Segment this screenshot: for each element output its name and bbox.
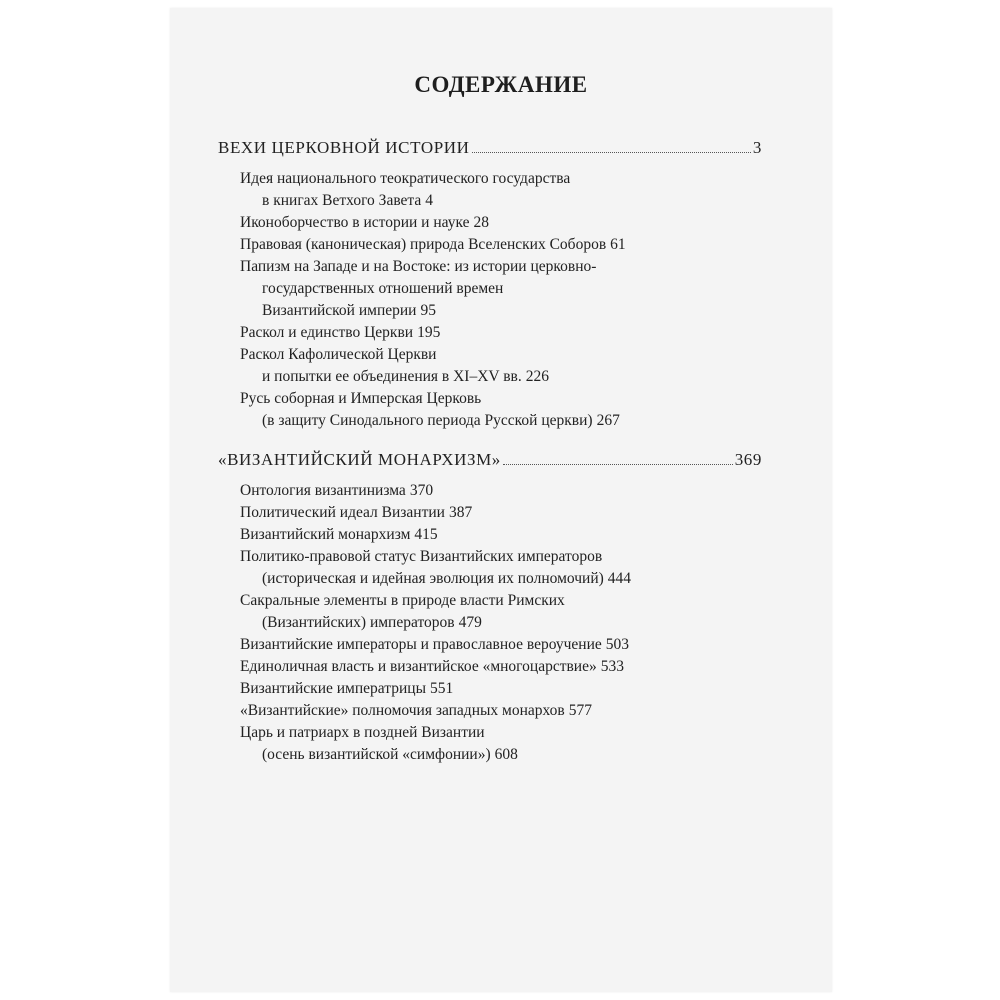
page-number: 369 xyxy=(734,450,762,469)
toc-entry-last-line xyxy=(240,744,762,766)
page-number: 226 xyxy=(525,368,549,385)
page-number: 61 xyxy=(610,236,626,253)
toc-entry-last-line xyxy=(240,322,762,344)
toc-entry-last-line xyxy=(240,300,762,322)
page-title: СОДЕРЖАНИЕ xyxy=(414,72,588,97)
page-number: 267 xyxy=(596,412,620,429)
toc-entry[interactable] xyxy=(240,722,762,766)
toc-entry-text: Иконоборчество в истории и науке xyxy=(240,214,470,231)
toc-entry-text: (в защиту Синодального периода Русской церкви) xyxy=(262,412,593,429)
toc-entry-last-line xyxy=(240,656,762,678)
toc-entry-text: «Византийские» полномочия западных монархов xyxy=(240,702,565,719)
toc-entry[interactable] xyxy=(240,546,762,590)
toc-entry-text: (историческая и идейная эволюция их полномочий) xyxy=(262,570,604,587)
page-number: 370 xyxy=(409,482,434,499)
toc-entry-text: Онтология византинизма xyxy=(240,482,406,499)
toc-entry-text: (Византийских) императоров xyxy=(262,614,455,631)
book-page xyxy=(170,8,832,992)
page-number: 551 xyxy=(429,680,454,697)
toc-entry-last-line xyxy=(240,634,762,656)
toc-entry[interactable] xyxy=(240,634,762,656)
toc-entry[interactable] xyxy=(240,212,762,234)
table-of-contents xyxy=(218,132,762,766)
toc-entry-text: Византийские императрицы xyxy=(240,680,426,697)
toc-entry-text: Политико-правовой статус Византийских императоров xyxy=(240,548,603,565)
toc-entry-text: Сакральные элементы в природе власти Римских xyxy=(240,592,565,609)
toc-entry[interactable] xyxy=(240,590,762,634)
page-number: 533 xyxy=(600,658,624,675)
section-heading-row[interactable] xyxy=(218,444,762,470)
toc-entry-text: Раскол Кафолической Церкви xyxy=(240,346,437,363)
page-number: 28 xyxy=(473,214,490,231)
toc-entry-text: Папизм на Западе и на Востоке: из истории церковно- xyxy=(240,258,597,275)
section-heading: «ВИЗАНТИЙСКИЙ МОНАРХИЗМ» xyxy=(218,450,501,469)
toc-entry-text: Правовая (каноническая) природа Вселенских Соборов xyxy=(240,236,607,253)
toc-entry-last-line xyxy=(240,480,762,502)
page-number: 4 xyxy=(425,192,434,209)
toc-entry[interactable] xyxy=(240,502,762,524)
toc-entry-last-line xyxy=(240,366,762,388)
toc-entry-text: Раскол и единство Церкви xyxy=(240,324,414,341)
toc-entry[interactable] xyxy=(240,168,762,212)
toc-entry-text: Царь и патриарх в поздней Византии xyxy=(240,724,485,741)
toc-entry[interactable] xyxy=(240,256,762,322)
page-number: 608 xyxy=(494,746,518,763)
page-number: 415 xyxy=(414,526,438,543)
toc-entry-last-line xyxy=(240,524,762,546)
toc-entry-last-line xyxy=(240,212,762,234)
toc-entry-last-line xyxy=(240,612,762,634)
page-number: 95 xyxy=(420,302,436,319)
page-number: 195 xyxy=(417,324,441,341)
spacer xyxy=(218,158,762,168)
toc-entry-text: Византийские императоры и православное вероучение xyxy=(240,636,602,653)
toc-entry[interactable] xyxy=(240,524,762,546)
toc-entry[interactable] xyxy=(240,322,762,344)
toc-entry[interactable] xyxy=(240,234,762,256)
toc-entry[interactable] xyxy=(240,700,762,722)
section-heading-row[interactable] xyxy=(218,132,762,158)
dot-leader xyxy=(472,152,751,153)
toc-entry-last-line xyxy=(240,568,762,590)
toc-entry-text: (осень византийской «симфонии») xyxy=(262,746,491,763)
toc-entry[interactable] xyxy=(240,344,762,388)
toc-entry-text: и попытки ее объединения в XI–XV вв. xyxy=(262,368,522,385)
toc-entry[interactable] xyxy=(240,678,762,700)
toc-entry-last-line xyxy=(240,190,762,212)
toc-entry-last-line xyxy=(240,234,762,256)
page-number: 3 xyxy=(752,138,762,157)
page-number: 503 xyxy=(605,636,630,653)
toc-entry-text: Идея национального теократического государства xyxy=(240,170,571,187)
toc-entry-last-line xyxy=(240,700,762,722)
toc-entry[interactable] xyxy=(240,656,762,678)
toc-entry-text: государственных отношений времен xyxy=(262,280,504,297)
toc-entry-last-line xyxy=(240,502,762,524)
toc-entry-text: Византийский монархизм xyxy=(240,526,411,543)
toc-entry[interactable] xyxy=(240,388,762,432)
page-number: 387 xyxy=(448,504,473,521)
toc-entry-last-line xyxy=(240,410,762,432)
toc-entry-text: Политический идеал Византии xyxy=(240,504,445,521)
toc-entry[interactable] xyxy=(240,480,762,502)
toc-entry-last-line xyxy=(240,678,762,700)
toc-entry-text: Русь соборная и Имперская Церковь xyxy=(240,390,482,407)
section-heading: ВЕХИ ЦЕРКОВНОЙ ИСТОРИИ xyxy=(218,138,470,157)
page-number: 444 xyxy=(607,570,632,587)
spacer xyxy=(218,470,762,480)
toc-entry-text: в книгах Ветхого Завета xyxy=(262,192,422,209)
dot-leader xyxy=(503,464,733,465)
page-number: 479 xyxy=(458,614,482,631)
toc-entry-text: Единоличная власть и византийское «многоцарствие» xyxy=(240,658,597,675)
page-number: 577 xyxy=(568,702,592,719)
toc-entry-text: Византийской империи xyxy=(262,302,417,319)
